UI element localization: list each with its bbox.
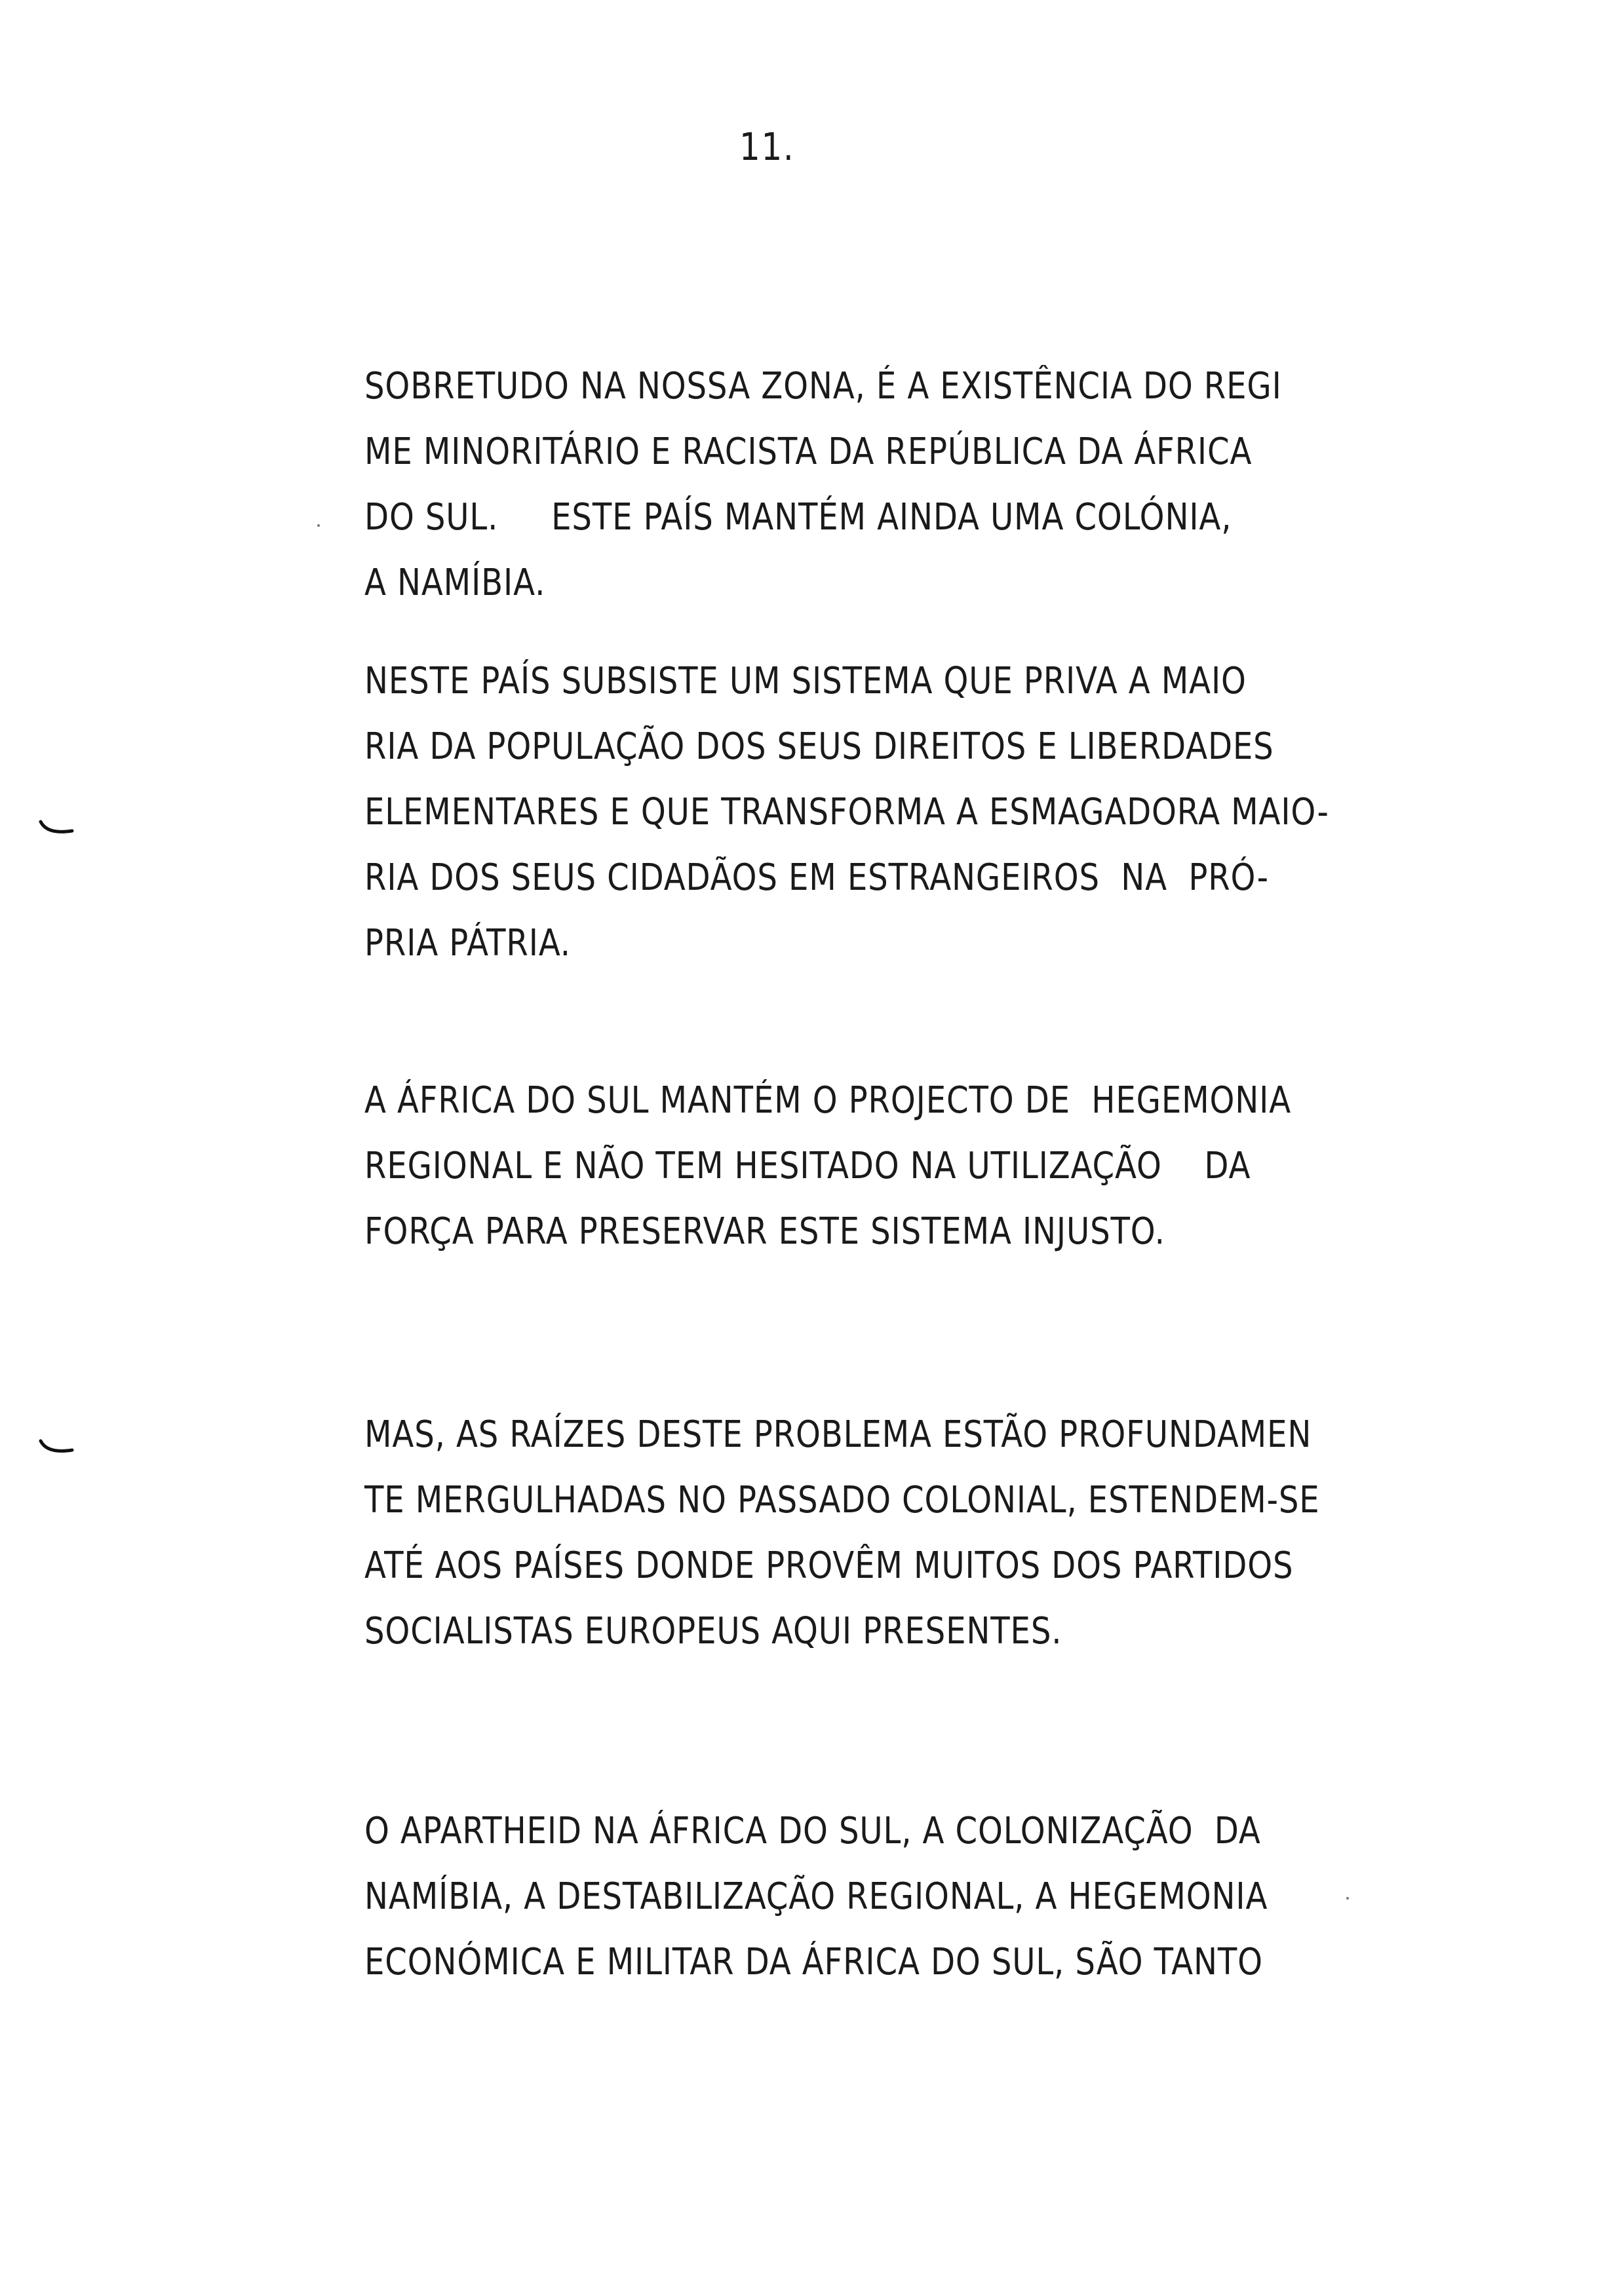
text-line: NESTE PAÍS SUBSISTE UM SISTEMA QUE PRIVA A MAIO — [364, 660, 1247, 702]
text-line: TE MERGULHADAS NO PASSADO COLONIAL, ESTENDEM-SE — [364, 1479, 1320, 1521]
text-line: SOCIALISTAS EUROPEUS AQUI PRESENTES. — [364, 1610, 1062, 1653]
text-line: DO SUL. ESTE PAÍS MANTÉM AINDA UMA COLÓNIA, — [364, 496, 1232, 539]
text-line: NAMÍBIA, A DESTABILIZAÇÃO REGIONAL, A HEGEMONIA — [364, 1875, 1268, 1918]
text-line: O APARTHEID NA ÁFRICA DO SUL, A COLONIZAÇÃO DA — [364, 1810, 1261, 1852]
paragraph-4 — [364, 1402, 1320, 1664]
text-line: REGIONAL E NÃO TEM HESITADO NA UTILIZAÇÃO DA — [364, 1145, 1251, 1187]
text-line: ECONÓMICA E MILITAR DA ÁFRICA DO SUL, SÃO TANTO — [364, 1941, 1263, 1983]
scan-speck — [317, 524, 320, 527]
scan-speck — [1346, 1897, 1349, 1900]
text-line: ELEMENTARES E QUE TRANSFORMA A ESMAGADORA MAIO- — [364, 791, 1329, 833]
paragraph-1 — [364, 354, 1295, 616]
text-line: A NAMÍBIA. — [364, 562, 546, 604]
text-line: MAS, AS RAÍZES DESTE PROBLEMA ESTÃO PROFUNDAMEN — [364, 1413, 1312, 1456]
page-number: 11. — [739, 124, 795, 169]
text-line: RIA DOS SEUS CIDADÃOS EM ESTRANGEIROS NA PRÓ- — [364, 856, 1269, 899]
text-line: PRIA PÁTRIA. — [364, 922, 571, 965]
margin-mark-icon — [38, 1438, 77, 1458]
paragraph-5 — [364, 1799, 1295, 1995]
text-line: ATÉ AOS PAÍSES DONDE PROVÊM MUITOS DOS PARTIDOS — [364, 1544, 1294, 1587]
text-line: A ÁFRICA DO SUL MANTÉM O PROJECTO DE HEGEMONIA — [364, 1079, 1292, 1122]
margin-mark-icon — [38, 819, 77, 839]
text-line: RIA DA POPULAÇÃO DOS SEUS DIREITOS E LIBERDADES — [364, 725, 1274, 768]
text-line: ME MINORITÁRIO E RACISTA DA REPÚBLICA DA ÁFRICA — [364, 430, 1253, 473]
text-line: SOBRETUDO NA NOSSA ZONA, É A EXISTÊNCIA DO REGI — [364, 365, 1282, 408]
paragraph-2 — [364, 649, 1329, 976]
paragraph-3 — [364, 1068, 1295, 1265]
text-line: FORÇA PARA PRESERVAR ESTE SISTEMA INJUSTO. — [364, 1210, 1165, 1253]
